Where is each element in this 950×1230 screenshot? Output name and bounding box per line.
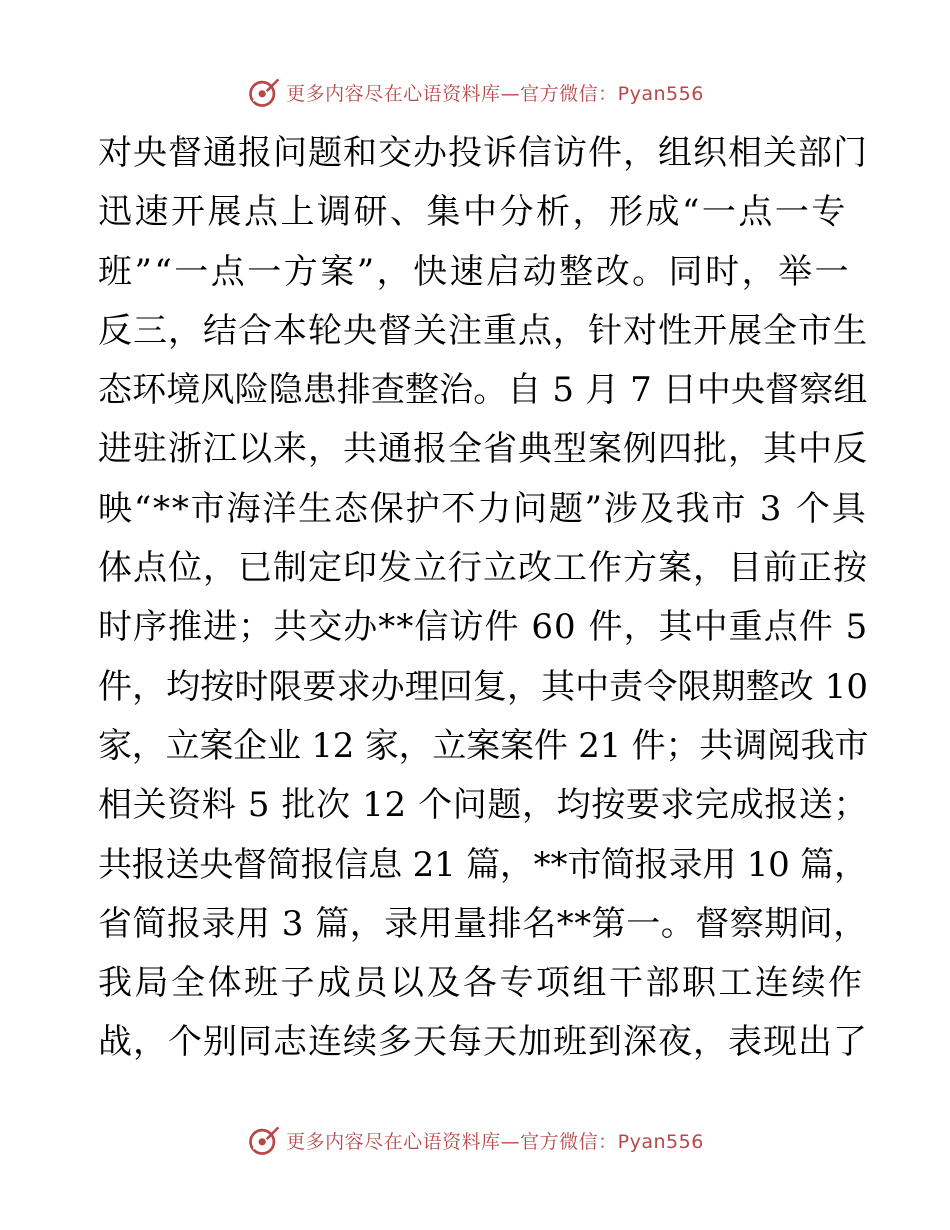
footer-banner <box>0 1120 950 1160</box>
body-line: 共报送央督简报信息 21 篇，**市简报录用 10 篇， <box>98 844 868 885</box>
body-line: 战，个别同志连续多天每天加班到深夜，表现出了 <box>98 1022 868 1063</box>
body-line: 体点位，已制定印发立行立改工作方案，目前正按 <box>98 548 868 589</box>
body-line: 进驻浙江以来，共通报全省典型案例四批，其中反 <box>98 429 868 470</box>
footer-banner-text: 更多内容尽在心语资料库—官方微信：Pyan556 <box>286 1130 704 1153</box>
body-line: 反三，结合本轮央督关注重点，针对性开展全市生 <box>98 310 868 351</box>
pen-nib-logo-icon <box>246 1122 282 1158</box>
body-line: 映“**市海洋生态保护不力问题”涉及我市 3 个具 <box>98 488 868 529</box>
body-line: 省简报录用 3 篇，录用量排名**第一。督察期间， <box>98 903 868 944</box>
body-line: 件，均按时限要求办理回复，其中责令限期整改 10 <box>98 666 869 707</box>
body-line: 迅速开展点上调研、集中分析，形成“一点一专 <box>98 192 848 233</box>
body-line: 相关资料 5 批次 12 个问题，均按要求完成报送； <box>98 785 869 826</box>
document-body <box>98 124 869 1073</box>
body-line: 班”“一点一方案”，快速启动整改。同时，举一 <box>98 251 852 292</box>
body-line: 家，立案企业 12 家，立案案件 21 件；共调阅我市 <box>98 725 869 766</box>
header-banner-text: 更多内容尽在心语资料库—官方微信：Pyan556 <box>286 82 704 105</box>
header-banner <box>0 72 950 112</box>
pen-nib-logo-icon <box>246 74 282 110</box>
body-line: 对央督通报问题和交办投诉信访件，组织相关部门 <box>98 133 868 173</box>
body-line: 态环境风险隐患排查整治。自 5 月 7 日中央督察组 <box>98 370 868 411</box>
body-line: 时序推进；共交办**信访件 60 件，其中重点件 5 <box>98 607 869 648</box>
body-line: 我局全体班子成员以及各专项组干部职工连续作 <box>98 963 865 1004</box>
